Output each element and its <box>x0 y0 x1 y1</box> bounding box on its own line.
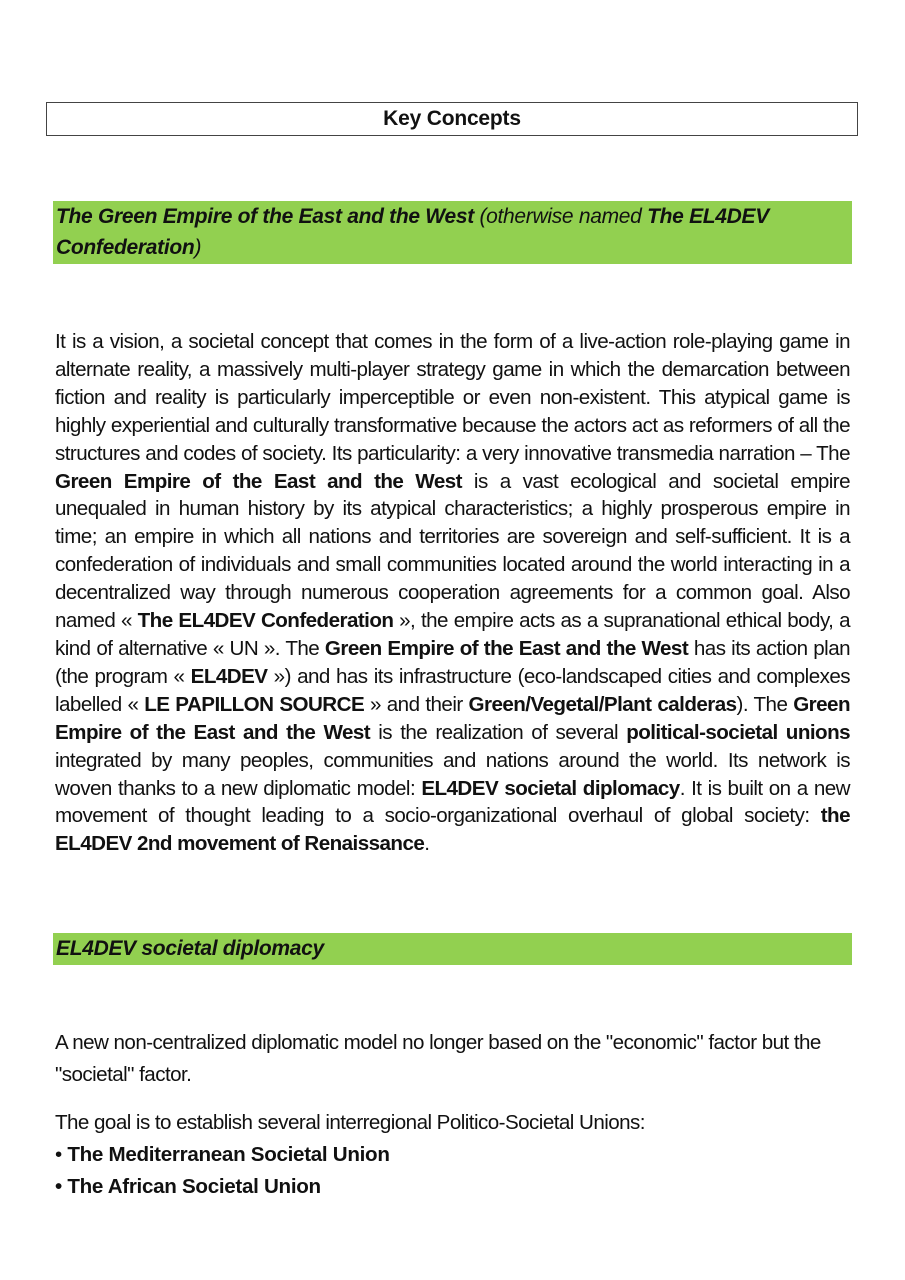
unions-list <box>55 1139 850 1203</box>
text-run: » and their <box>364 692 469 716</box>
page-title: Key Concepts <box>46 102 858 136</box>
heading-close: ) <box>194 236 202 259</box>
green-empire-paragraph <box>55 328 850 858</box>
union-name: The African Societal Union <box>67 1175 321 1198</box>
text-run: is the realization of several <box>370 720 627 744</box>
goal-paragraph: The goal is to establish several interregional Politico-Societal Unions: <box>55 1111 645 1134</box>
text-run: ). The <box>736 692 794 716</box>
bold-run: Green/Vegetal/Plant calderas <box>468 692 737 716</box>
bold-run: Green Empire of the East and the West <box>324 636 689 660</box>
text-run: ») and has its infrastructure (eco-landscaped cities and complexes labelled « <box>55 664 850 716</box>
text-run: It is a vision, a societal concept that comes in the form of a live-action role-playing game in alternate reality, a massively multi-player strategy game in which the demarcation between fiction and reality is particularly imperceptible or even non-existent. This atypical game is highly experiential and culturally transformative because the actors act as reformers of all the structures and codes of society. Its particularity: a very innovative transmedia narration – The <box>55 330 850 465</box>
text-run: . It is built on a new movement of thought leading to a socio-organizational overhaul of global society: <box>55 776 850 828</box>
bold-run: the EL4DEV 2nd movement of Renaissance <box>55 804 850 856</box>
heading-aside: (otherwise named <box>473 205 648 228</box>
heading-text: EL4DEV societal diplomacy <box>56 937 324 960</box>
list-item <box>55 1139 850 1171</box>
bullet: • <box>55 1175 62 1198</box>
bold-run: Green Empire of the East and the West <box>55 692 850 744</box>
bold-run: The EL4DEV Confederation <box>137 609 394 633</box>
bold-run: LE PAPILLON SOURCE <box>144 692 365 716</box>
text-run: . <box>424 832 430 856</box>
bullet: • <box>55 1143 62 1166</box>
text-run: is a vast ecological and societal empire unequaled in human history by its atypical characteristics; a highly prosperous empire in time; an empire in which all nations and territories are sovereign and self-sufficient. It is a confederation of individuals and small communities located around the world interacting in a decentralized way through numerous cooperation agreements for a common goal. Also named « <box>55 469 850 633</box>
heading-bold-name: The Green Empire of the East and the West <box>56 205 474 228</box>
text-run: », the empire acts as a supranational ethical body, a kind of alternative « UN ». The <box>55 609 850 660</box>
section-heading-societal-diplomacy <box>53 933 852 965</box>
text-run: has its action plan (the program « <box>55 636 851 688</box>
heading-bold-alias: The EL4DEV Confederation <box>56 205 769 259</box>
list-item <box>55 1171 850 1203</box>
section-heading-green-empire <box>53 201 852 264</box>
text-run: integrated by many peoples, communities and nations around the world. Its network is woven thanks to a new diplomatic model: <box>55 748 850 800</box>
union-name: The Mediterranean Societal Union <box>67 1143 390 1166</box>
diplomacy-paragraph: A new non-centralized diplomatic model no longer based on the "economic" factor but the "societal" factor. <box>55 1031 821 1086</box>
bold-run: Green Empire of the East and the West <box>55 469 462 493</box>
bold-run: EL4DEV societal diplomacy <box>421 776 680 800</box>
bold-run: EL4DEV <box>190 664 268 688</box>
bold-run: political-societal unions <box>626 720 851 744</box>
